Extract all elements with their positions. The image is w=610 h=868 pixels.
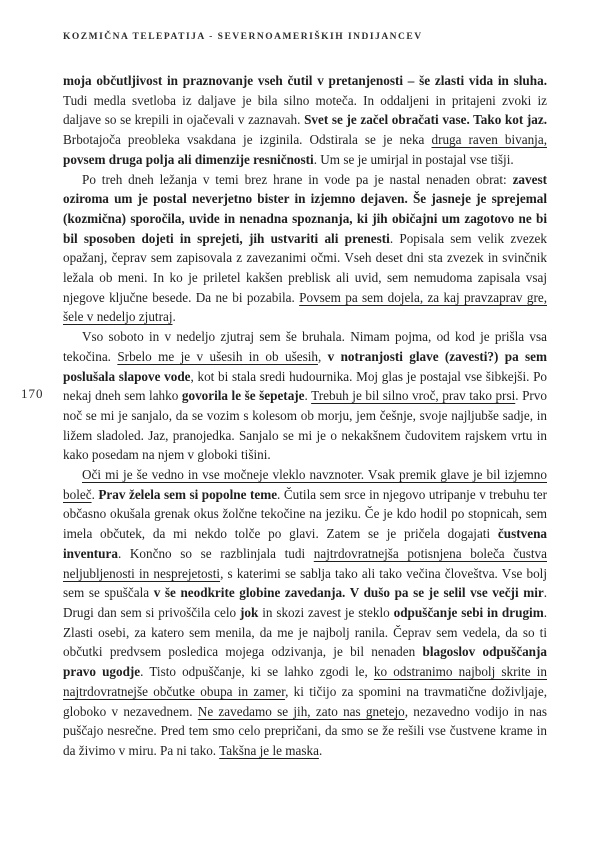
running-header: KOZMIČNA TELEPATIJA - SEVERNOAMERIŠKIH INDIJANCEV: [63, 32, 423, 42]
text-segment: najtrdovratnejša potisnjena boleča čustva neljubljenosti in nesprejetosti: [63, 545, 547, 581]
text-segment: odpuščanje sebi in drugim: [393, 604, 544, 620]
text-block: [63, 71, 547, 761]
text-segment: moja občutljivost in praznovanje vseh čutil v pretanjenosti – še zlasti vida in sluha.: [63, 73, 547, 88]
text-segment: . Zlasti osebi, za katero sem menila, da me je najbolj ranila. Čeprav sem vedela, da so ti občutki predvsem posledica mojega odzivanja, je bil nenaden: [63, 604, 547, 660]
text-segment: . Končno so se razblinjala tudi: [117, 545, 314, 561]
page-number: 170: [21, 386, 44, 401]
text-segment: Po treh dneh ležanja v temi brez hrane in vode pa je nastal nenaden obrat:: [82, 171, 513, 187]
text-segment: govorila le še šepetaje: [181, 388, 305, 404]
text-segment: Svet se je začel obračati vase. Tako kot jaz.: [304, 112, 548, 128]
text-segment: čustvena inventura: [63, 526, 547, 561]
text-segment: ,: [317, 348, 328, 364]
text-segment: Takšna je le maska: [219, 742, 319, 758]
text-segment: druga raven bivanja,: [431, 132, 547, 148]
text-segment: . Popisala sem velik zvezek opažanj, čeprav sem zapisovala z zavezanimi očmi. Vseh deset dni sta zvezek in svinčnik ležala ob meni. In ko je priletel kakšen preblisk ali uvid, sem nemudoma zapisala vsaj njegove ključne besede. Da ne bi pozabila.: [63, 230, 547, 305]
text-segment: Povsem pa sem dojela, za kaj pravzaprav gre, šele v nedeljo zjutraj: [63, 289, 547, 325]
text-segment: .: [172, 309, 176, 325]
paragraph: [63, 465, 547, 761]
paragraph: [63, 327, 547, 465]
text-segment: . Tisto odpuščanje, ki se lahko zgodi le,: [140, 664, 374, 680]
text-segment: . Um se je umirjal in postajal vse tišji.: [313, 151, 514, 167]
paragraph: [63, 71, 547, 170]
text-segment: jok: [240, 604, 259, 620]
text-segment: zavest oziroma um je postal neverjetno bister in izjemno dejaven. Še jasneje je sprejemal (kozmična) sporočila, uvide in nenadna spoznanja, ki jih običajni um zagotovo ne bi bil sposoben dojeti in sprejeti, jih ustvariti ali prenesti: [63, 171, 547, 246]
text-segment: . Čutila sem srce in njegovo utripanje v trebuhu ter občasno okušala grenak okus žolčne tekočine na jeziku. Če je kdo hodil po stopnicah, sem imela občutek, da mi nekdo tolče po glavi. Zatem se je pričela dogajati: [63, 486, 548, 542]
text-segment: .: [91, 486, 99, 502]
text-segment: Tudi medla svetloba iz daljave je bila silno moteča. In oddaljeni in pritajeni zvoki iz daljave so se krepili in ojačevali v zaznavah.: [63, 92, 547, 128]
text-segment: , ki tičijo za spomini na travmatične doživljaje, globoko v nezavednem.: [63, 683, 547, 719]
text-segment: . Drugi dan sem si privoščila celo: [63, 585, 548, 620]
text-segment: Trebuh je bil silno vroč, prav tako prsi: [311, 388, 516, 404]
text-segment: Srbelo me je v ušesih in ob ušesih: [117, 348, 318, 364]
text-segment: in skozi zavest je steklo: [258, 604, 394, 620]
text-segment: Brbotajoča preobleka vsakdana je izginila. Odstirala se je neka: [63, 132, 432, 148]
text-segment: .: [304, 388, 312, 404]
text-segment: .: [318, 742, 323, 758]
text-segment: , nezavedno vodijo in nas puščajo nesrečne. Pred tem smo celo prepričani, da smo se že rešili vse čustvene krame in da živimo v miru. Pa ni tako.: [63, 703, 547, 758]
text-segment: blagoslov odpuščanja pravo ugodje: [63, 644, 548, 680]
text-segment: Prav želela sem si popolne teme: [98, 486, 278, 502]
text-segment: Ne zavedamo se jih, zato nas gnetejo: [197, 703, 405, 719]
text-segment: ko odstranimo najbolj skrite in najtrdovratnejše občutke obupa in zamer: [63, 664, 547, 699]
paragraph: [63, 170, 547, 328]
text-segment: v še neodkrite globine zavedanja. V dušo pa se je selil vse večji mir: [153, 585, 544, 601]
text-segment: v notranjosti glave (zavesti?) pa sem poslušala slapove vode: [63, 348, 548, 384]
text-segment: , kot bi stala sredi hudournika. Moj glas je postajal vse šibkejši. Po nekaj dneh sem lahko: [63, 368, 547, 404]
text-segment: Oči mi je še vedno in vse močneje vleklo navznoter. Vsak premik glave je bil izjemno boleč: [63, 467, 547, 502]
text-segment: Vso soboto in v nedeljo zjutraj sem še bruhala. Nimam pojma, od kod je prišla vsa tekočina.: [63, 329, 547, 364]
text-segment: , s katerimi se sablja tako ali tako večina človeštva. Vse bolj sem se spuščala: [63, 565, 547, 601]
text-segment: povsem druga polja ali dimenzije resničnosti: [63, 151, 314, 167]
text-segment: . Prvo noč se mi je sanjalo, da se vozim s kolesom ob morju, jem češnje, svoje najljubše sadje, in ližem sladoled. Jaz, pranojedka. Sanjalo se mi je o nekakšnem čudovitem rajskem vrtu in kako posedam na njem v globoki tišini.: [63, 388, 547, 463]
